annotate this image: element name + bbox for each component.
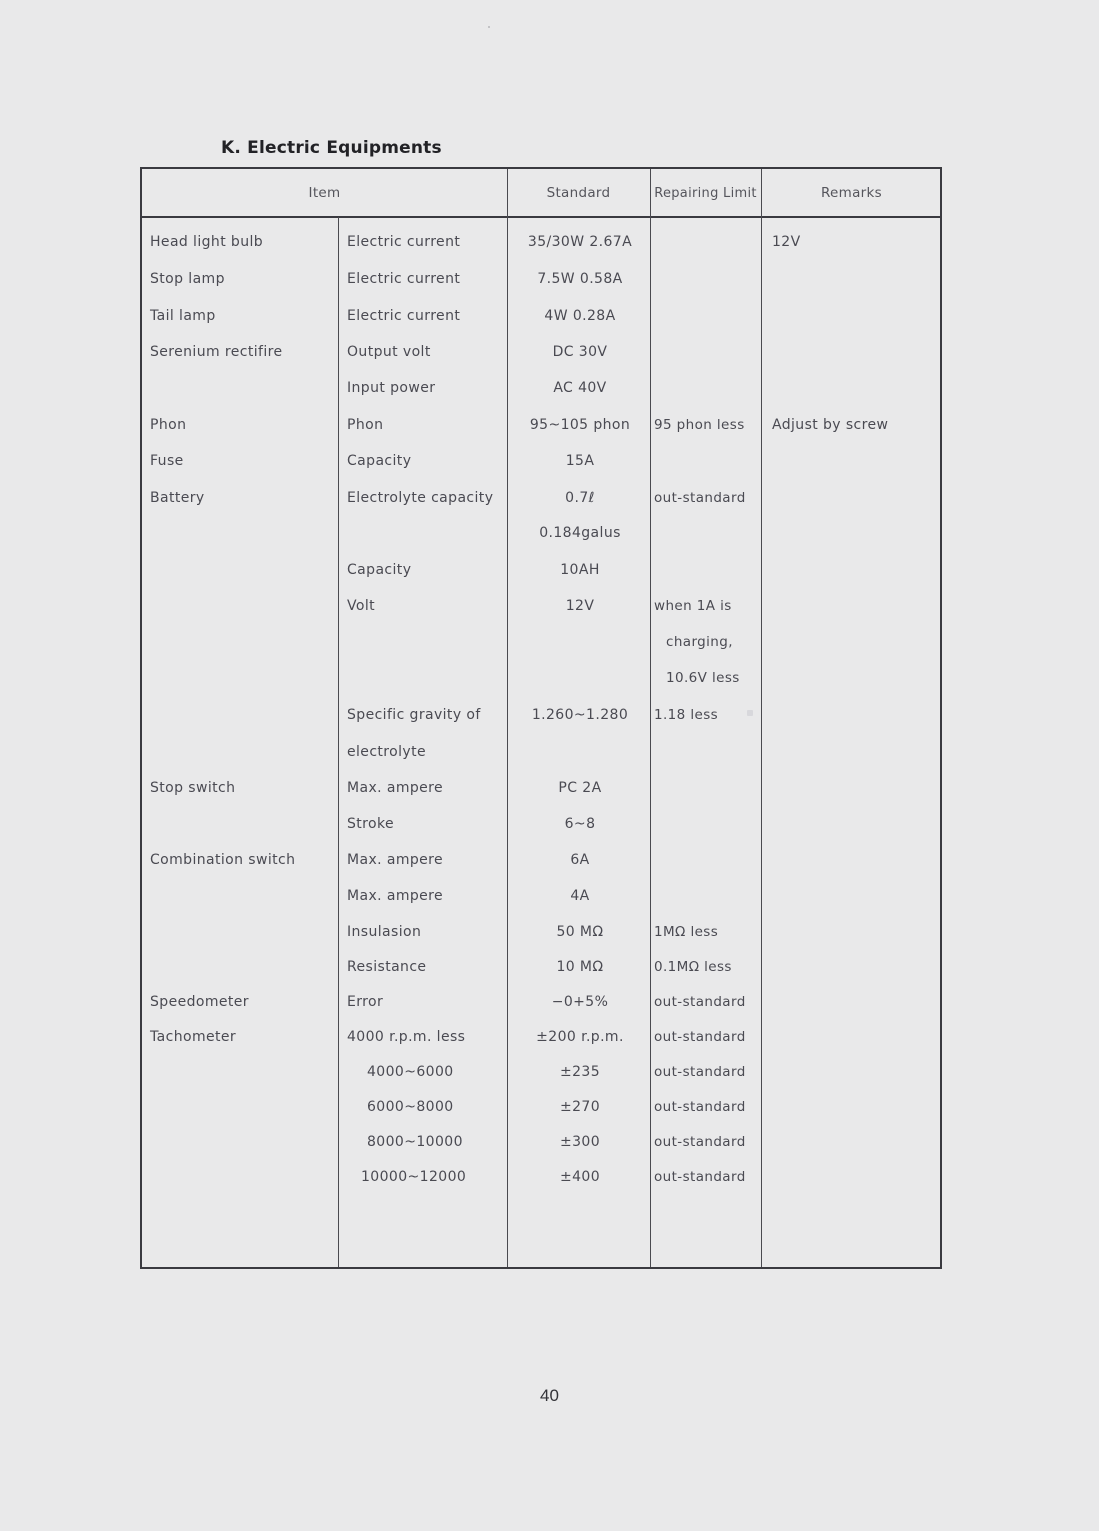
item-cell: Battery xyxy=(150,490,205,506)
column-divider-standard xyxy=(507,169,508,1267)
item-cell: Fuse xyxy=(150,453,184,469)
page-number: 40 xyxy=(540,1386,559,1405)
sub-item-cell: Specific gravity of xyxy=(347,707,481,723)
item-cell: Head light bulb xyxy=(150,234,264,250)
repairing-limit-cell: out-standard xyxy=(654,1169,746,1185)
sub-item-cell: Phon xyxy=(347,417,384,433)
standard-cell: 4A xyxy=(570,888,590,904)
sub-item-cell: Capacity xyxy=(347,562,412,578)
section-heading: K. Electric Equipments xyxy=(221,138,442,158)
standard-cell: 15A xyxy=(565,453,595,469)
repairing-limit-cell: 95 phon less xyxy=(654,417,745,433)
sub-item-cell: 6000~8000 xyxy=(367,1099,454,1115)
item-cell: Phon xyxy=(150,417,187,433)
header-divider xyxy=(142,216,940,218)
standard-cell: ±200 r.p.m. xyxy=(536,1029,624,1045)
item-cell: Stop switch xyxy=(150,780,236,796)
repairing-limit-cell: out-standard xyxy=(654,1064,746,1080)
repairing-limit-cell: 0.1MΩ less xyxy=(654,959,732,975)
sub-item-cell: Electric current xyxy=(347,271,461,287)
header-item: Item xyxy=(308,185,341,201)
standard-cell: 10 MΩ xyxy=(556,959,604,975)
standard-cell: 7.5W 0.58A xyxy=(537,271,623,287)
standard-cell: 1.260~1.280 xyxy=(531,707,629,723)
repairing-limit-cell: out-standard xyxy=(654,994,746,1010)
standard-cell: 0.7ℓ xyxy=(565,490,595,506)
repairing-limit-cell: charging, xyxy=(666,634,733,650)
sub-item-cell: 8000~10000 xyxy=(367,1134,463,1150)
standard-cell: 12V xyxy=(565,598,595,614)
item-cell: Tachometer xyxy=(150,1029,237,1045)
standard-cell: 10AH xyxy=(560,562,600,578)
item-cell: Speedometer xyxy=(150,994,249,1010)
remarks-cell: Adjust by screw xyxy=(772,417,889,433)
standard-cell: DC 30V xyxy=(552,344,608,360)
repairing-limit-cell: 1MΩ less xyxy=(654,924,719,940)
standard-cell: 6A xyxy=(570,852,590,868)
repairing-limit-cell: out-standard xyxy=(654,1099,746,1115)
item-cell: Combination switch xyxy=(150,852,296,868)
standard-cell: −0+5% xyxy=(551,994,609,1010)
header-remarks: Remarks xyxy=(820,185,882,201)
sub-item-cell: 10000~12000 xyxy=(361,1169,467,1185)
standard-cell: AC 40V xyxy=(553,380,607,396)
sub-item-cell: Max. ampere xyxy=(347,852,444,868)
standard-cell: 95~105 phon xyxy=(529,417,631,433)
standard-cell: PC 2A xyxy=(558,780,602,796)
repairing-limit-cell: out-standard xyxy=(654,1029,746,1045)
standard-cell: 0.184galus xyxy=(539,525,621,541)
sub-item-cell: Electrolyte capacity xyxy=(347,490,494,506)
sub-item-cell: Max. ampere xyxy=(347,780,444,796)
paper-speck xyxy=(488,26,490,28)
repairing-limit-cell: when 1A is xyxy=(654,598,732,614)
standard-cell: ±235 xyxy=(559,1064,601,1080)
repairing-limit-cell: 10.6V less xyxy=(666,670,740,686)
item-cell: Serenium rectifire xyxy=(150,344,283,360)
repairing-limit-cell: 1.18 less xyxy=(654,707,719,723)
header-repairing-limit: Repairing Limit xyxy=(654,185,757,201)
sub-item-cell: 4000~6000 xyxy=(367,1064,454,1080)
electric-equipments-table xyxy=(140,167,942,1269)
sub-item-cell: Max. ampere xyxy=(347,888,444,904)
sub-item-cell: Capacity xyxy=(347,453,412,469)
standard-cell: 6~8 xyxy=(564,816,596,832)
standard-cell: ±300 xyxy=(559,1134,601,1150)
column-divider-remarks xyxy=(761,169,762,1267)
sub-item-cell: electrolyte xyxy=(347,744,426,760)
standard-cell: ±400 xyxy=(559,1169,601,1185)
sub-item-cell: 4000 r.p.m. less xyxy=(347,1029,466,1045)
sub-item-cell: Stroke xyxy=(347,816,395,832)
repairing-limit-cell: out-standard xyxy=(654,490,746,506)
column-divider-sub xyxy=(338,217,339,1267)
sub-item-cell: Error xyxy=(347,994,384,1010)
sub-item-cell: Electric current xyxy=(347,234,461,250)
repairing-limit-cell: out-standard xyxy=(654,1134,746,1150)
item-cell: Tail lamp xyxy=(150,308,216,324)
sub-item-cell: Resistance xyxy=(347,959,427,975)
sub-item-cell: Insulasion xyxy=(347,924,422,940)
sub-item-cell: Input power xyxy=(347,380,436,396)
standard-cell: 4W 0.28A xyxy=(544,308,616,324)
column-divider-limit xyxy=(650,169,651,1267)
paper-speck xyxy=(747,710,753,716)
standard-cell: 35/30W 2.67A xyxy=(527,234,633,250)
sub-item-cell: Volt xyxy=(347,598,376,614)
sub-item-cell: Electric current xyxy=(347,308,461,324)
standard-cell: ±270 xyxy=(559,1099,601,1115)
item-cell: Stop lamp xyxy=(150,271,225,287)
sub-item-cell: Output volt xyxy=(347,344,431,360)
standard-cell: 50 MΩ xyxy=(556,924,604,940)
header-standard: Standard xyxy=(546,185,611,201)
remarks-cell: 12V xyxy=(772,234,801,250)
